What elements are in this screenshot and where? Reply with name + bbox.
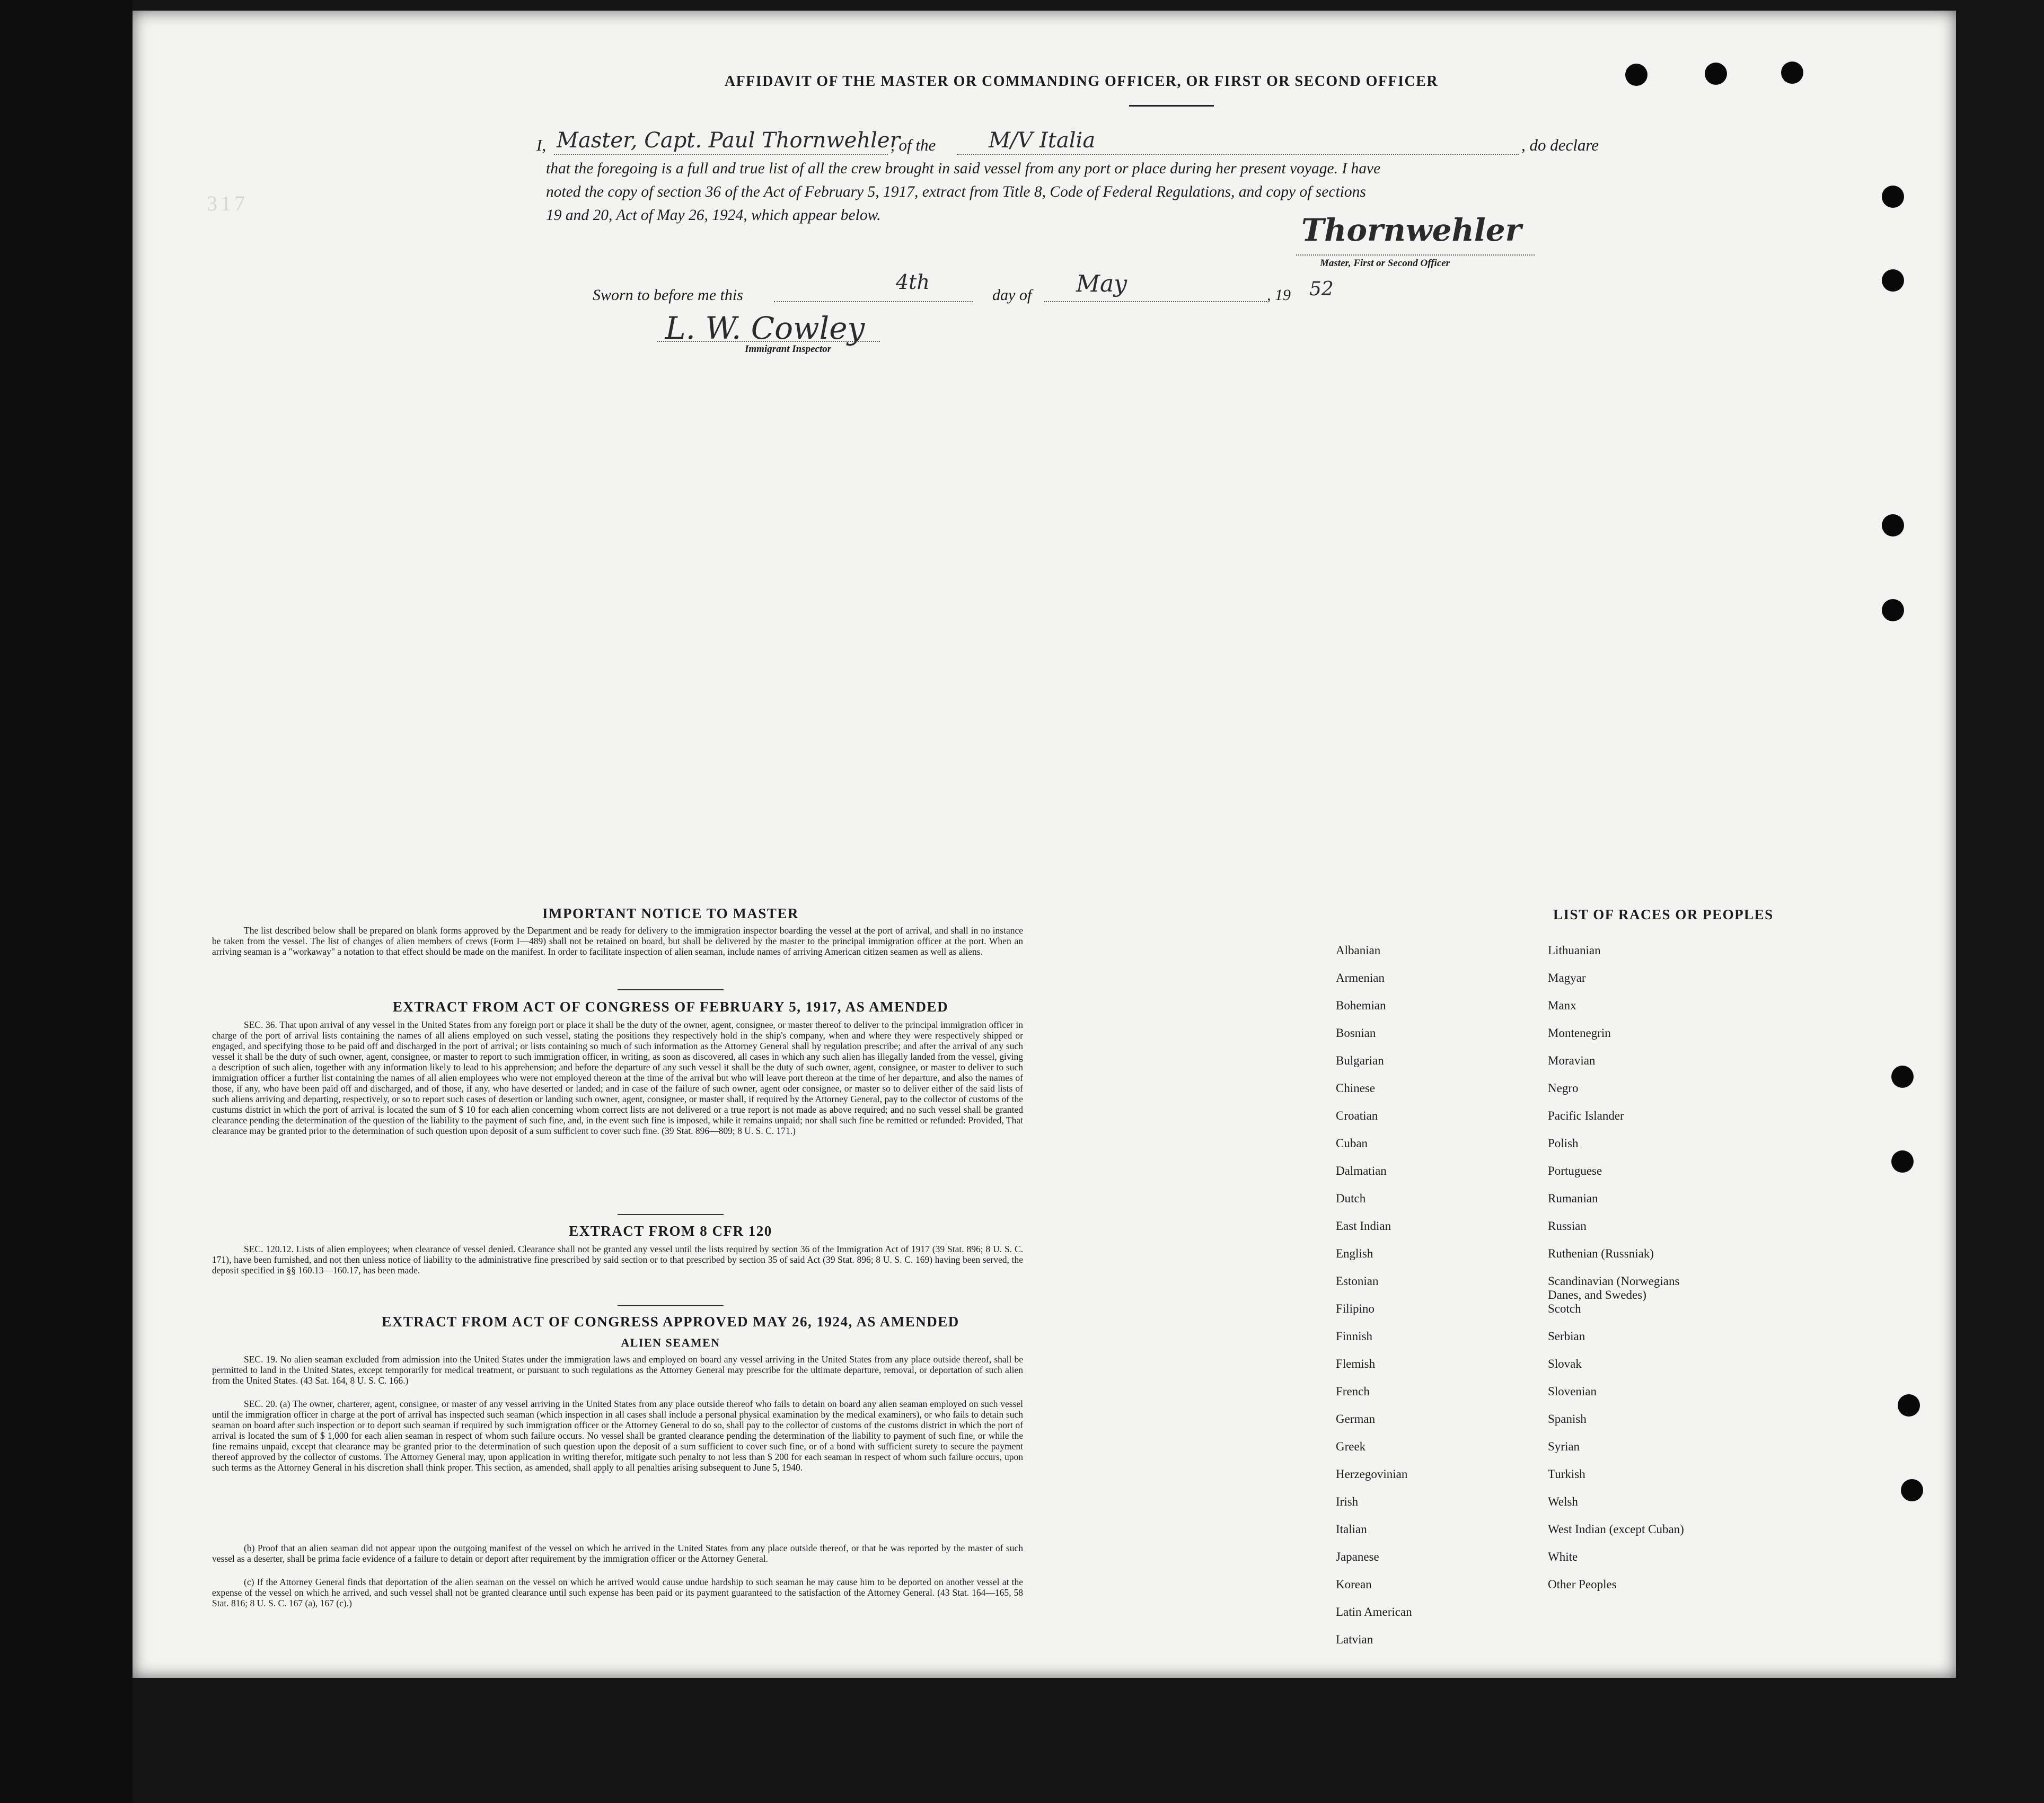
master-name-field [554,154,888,155]
race-item: Scotch [1548,1302,1581,1315]
declaration-line-2: that the foregoing is a full and true list of all the crew brought in said vessel from any port or place during her present voyage. I have [546,160,1381,177]
race-item: Welsh [1548,1495,1578,1508]
master-signature-caption: Master, First or Second Officer [1320,258,1450,269]
race-item: Ruthenian (Russniak) [1548,1247,1654,1260]
race-item: Greek [1336,1440,1366,1453]
extract-1917-body: SEC. 36. That upon arrival of any vessel in the United States from any foreign port or place it shall be the duty of the owner, agent, consignee, or master thereof to deliver to the principal immigration officer in charge of the port of arrival lists containing the names of all aliens employed on such vessel, stating the positions they respectively hold in the ship's company, when and where they were respectively shipped or engaged, and specifying those to be paid off and discharged in the port of arrival; or lists containing so much of such information as the Attorney General shall by regulation prescribe; and after the arrival of any such vessel it shall be the duty of such owner, agent, consignee, or master to report to such immigration officer, in writing, as soon as discovered, all cases in which any such alien has illegally landed from the vessel, giving a description of such alien, together with any information likely to lead to his apprehension; and before the departure of any such vessel it shall be the duty of such owner, agent, consignee, or master to deliver to such immigration officer a further list containing the names of all alien employees who were not employed thereon at the time of the arrival but who will leave port thereon at the time of her departure, and also the names of those, if any, who have been paid off and discharged, and of those, if any, who have deserted or landed; and in case of the failure of such owner, agent oder consignee, or master so to deliver either of the said lists of such aliens arriving and departing, respectively, or so to report such cases of desertion or landing such owner, agent, consignee, or master shall, if required by the Attorney General, pay to the collector of customs of the custums district in which the port of arrival is located the sum of $ 10 for each alien concerning whom correct lists are not delivered or a true report is not made as above required; and no such vessel shall be granted clearance pending the determination of the question of the liability to the payment of such fine, and, in the event such fine is imposed, while it remains unpaid; nor shall such fine be remitted or refunded: Provided, That clearance may be granted prior to the determination of such question upon deposit of a sum sufficient to cover such fine. (39 Stat. 896—809; 8 U. S. C. 171.) [212,1019,1023,1136]
race-item: Bosnian [1336,1026,1376,1040]
race-item: Flemish [1336,1357,1376,1370]
race-item: Croatian [1336,1109,1378,1122]
race-item: Bohemian [1336,999,1386,1012]
race-item: Irish [1336,1495,1359,1508]
binder-hole [1901,1479,1923,1501]
races-column-2 [1548,944,1684,1605]
binder-hole [1891,1150,1914,1173]
section-divider [618,1305,724,1306]
race-item: Estonian [1336,1274,1379,1288]
sworn-year-handwritten: 52 [1309,278,1334,300]
sworn-month-field [1044,301,1267,302]
races-title: LIST OF RACES OR PEOPLES [1553,907,1774,922]
extract-1924-subtitle: ALIEN SEAMEN [621,1336,720,1349]
race-item: Albanian [1336,944,1381,957]
race-item: Scandinavian (Norwegians Danes, and Swedes) [1548,1274,1680,1301]
binder-hole [1882,599,1904,621]
race-item: Japanese [1336,1550,1379,1563]
master-signature: Thornwehler [1301,212,1522,248]
race-item: French [1336,1385,1370,1398]
race-item: Turkish [1548,1467,1585,1481]
notice-title: IMPORTANT NOTICE TO MASTER [542,905,799,921]
sworn-day-handwritten: 4th [896,270,930,294]
binder-hole [1898,1394,1920,1417]
sworn-day-of: day of [992,286,1032,304]
race-item: White [1548,1550,1578,1563]
extract-1924-sec20a: SEC. 20. (a) The owner, charterer, agent, consignee, or master of any vessel arriving in the United States from any place outside thereof who fails to detain on board any alien seaman employed on such vessel until the immigration officer in charge at the port of arrival has inspected such seaman (which inspection in all cases shall include a personal physical examination by the medical examiners), or who fails to detain such seaman on board after such inspection or to deport such seaman if required by such immigration officer or the Attorney General to do so, shall pay to the collector of customs of the customs district in which the port of arrival is located the sum of $ 1,000 for each alien seaman in respect of whom such failure occurs. No vessel shall be granted clearance pending the determination of the liability to payment of such fine, or while the fine remains unpaid, except that clearance may be granted prior to the determination of such question upon the deposit of a sum sufficient to cover such fine, or of a bond with sufficient surety to secure the payment thereof approved by the collector of customs. The Attorney General may, upon application in writing therefor, mitigate such penalty to not less than $ 200 for each seaman in respect of whom such failure occurs, upon such terms as the Attorney General in his discretion shall think proper. This section, as amended, shall apply to all penalties arising subsequent to June 5, 1940. [212,1399,1023,1473]
race-item: Montenegrin [1548,1026,1611,1040]
declaration-do-declare: , do declare [1521,136,1599,154]
race-item: Spanish [1548,1412,1587,1426]
section-divider [618,1214,724,1215]
sworn-year-prefix: , 19 [1267,286,1291,304]
race-item: Pacific Islander [1548,1109,1624,1122]
binder-hole [1705,63,1727,85]
title-divider [1129,105,1214,107]
inspector-caption: Immigrant Inspector [745,344,832,355]
master-signature-line [1296,254,1535,256]
race-item: Latvian [1336,1633,1373,1646]
sworn-day-field [774,301,973,302]
race-item: Polish [1548,1137,1579,1150]
sworn-before-me: Sworn to before me this [593,286,743,304]
vessel-name-handwritten: M/V Italia [989,128,1096,153]
extract-1924-title: EXTRACT FROM ACT OF CONGRESS APPROVED MAY 26, 1924, AS AMENDED [382,1314,959,1330]
scan-background [0,0,133,1803]
declaration-line-4: 19 and 20, Act of May 26, 1924, which appear below. [546,207,881,224]
affidavit-title: AFFIDAVIT OF THE MASTER OR COMMANDING OFFICER, OR FIRST OR SECOND OFFICER [724,73,1439,90]
race-item: Chinese [1336,1081,1376,1095]
race-item: Korean [1336,1578,1372,1591]
declaration-intro: I, [536,136,547,154]
race-item: Slovak [1548,1357,1582,1370]
race-item: Syrian [1548,1440,1580,1453]
document-page [133,11,1956,1678]
race-item: English [1336,1247,1373,1260]
extract-cfr-title: EXTRACT FROM 8 CFR 120 [569,1223,772,1239]
sworn-month-handwritten: May [1076,270,1127,297]
race-item: Rumanian [1548,1192,1598,1205]
race-item: Cuban [1336,1137,1368,1150]
declaration-of-the: , of the [891,136,936,154]
race-item: Filipino [1336,1302,1375,1315]
race-item: Lithuanian [1548,944,1601,957]
race-item: West Indian (except Cuban) [1548,1523,1684,1536]
race-item: Latin American [1336,1605,1412,1619]
race-item: East Indian [1336,1219,1391,1233]
notice-body: The list described below shall be prepared on blank forms approved by the Department and be ready for delivery to the immigration inspector boarding the vessel at the port of arrival, and shall in no instance be taken from the vessel. The list of changes of alien members of crews (Form I—489) shall not be retained on board, but shall be delivered by the master to the principal immigration officer at the port. When an arriving seaman is a "workaway" a notation to that effect should be made on the manifest. In order to facilitate inspection of alien seaman, include names of arriving American citizen seamen as well as aliens. [212,925,1023,957]
race-item: Serbian [1548,1330,1585,1343]
race-item: Dutch [1336,1192,1366,1205]
declaration-line-3: noted the copy of section 36 of the Act of February 5, 1917, extract from Title 8, Code of Federal Regulations, and copy of sections [546,183,1366,200]
extract-1917-title: EXTRACT FROM ACT OF CONGRESS OF FEBRUARY 5, 1917, AS AMENDED [392,999,949,1015]
race-item: Bulgarian [1336,1054,1384,1067]
extract-cfr-body: SEC. 120.12. Lists of alien employees; when clearance of vessel denied. Clearance shall not be granted any vessel until the lists required by section 36 of the Immigration Act of 1917 (39 Stat. 896; 8 U. S. C. 171), have been furnished, and not then unless notice of liability to the administrative fine prescribed by said section or to that prescribed by section 35 of said Act (39 Stat. 896; 8 U. S. C. 169) having been served, the deposit specified in §§ 160.13—160.17, has been made. [212,1244,1023,1276]
inspector-signature: L. W. Cowley [665,310,865,346]
binder-hole [1781,61,1803,84]
race-item: Negro [1548,1081,1579,1095]
races-column-1 [1336,944,1412,1660]
race-item: Manx [1548,999,1576,1012]
race-item: German [1336,1412,1376,1426]
race-item: Dalmatian [1336,1164,1387,1177]
binder-hole [1891,1066,1914,1088]
extract-1924-sec20c: (c) If the Attorney General finds that deportation of the alien seaman on the vessel on which he arrived would cause undue hardship to such seaman he may cause him to be deported on another vessel at the expense of the vessel on which he arrived, and such vessel shall not be granted clearance until such expense has been paid or its payment guaranteed to the satisfaction of the Attorney General. (43 Stat. 164—165, 58 Stat. 816; 8 U. S. C. 167 (a), 167 (c).) [212,1577,1023,1608]
vessel-name-field [957,154,1519,155]
binder-hole [1882,186,1904,208]
extract-1924-sec19: SEC. 19. No alien seaman excluded from admission into the United States under the immigration laws and employed on board any vessel arriving in the United States from any place outside thereof, shall be permitted to land in the United States, except temporarily for medical treatment, or pursuant to such regulations as the Attorney General may prescribe for the ultimate departure, removal, or deportation of such alien from the United States. (43 Sat. 164, 8 U. S. C. 166.) [212,1354,1023,1386]
master-name-handwritten: Master, Capt. Paul Thornwehler [557,128,900,153]
race-item: Russian [1548,1219,1587,1233]
race-item: Finnish [1336,1330,1373,1343]
race-item: Moravian [1548,1054,1596,1067]
race-item: Other Peoples [1548,1578,1617,1591]
binder-hole [1625,64,1647,86]
section-divider [618,989,724,990]
race-item: Magyar [1548,971,1586,984]
binder-hole [1882,269,1904,292]
bleed-through-number: 317 [207,191,248,215]
inspector-signature-line [657,341,880,342]
extract-1924-sec20b: (b) Proof that an alien seaman did not appear upon the outgoing manifest of the vessel on which he arrived in the United States from any place outside thereof, or that he was reported by the master of such vessel as a deserter, shall be prima facie evidence of a failure to detain or deport after requirement by the immigration officer or the Attorney General. [212,1543,1023,1564]
race-item: Herzegovinian [1336,1467,1408,1481]
race-item: Slovenian [1548,1385,1597,1398]
race-item: Portuguese [1548,1164,1602,1177]
race-item: Italian [1336,1523,1367,1536]
binder-hole [1882,514,1904,536]
race-item: Armenian [1336,971,1385,984]
